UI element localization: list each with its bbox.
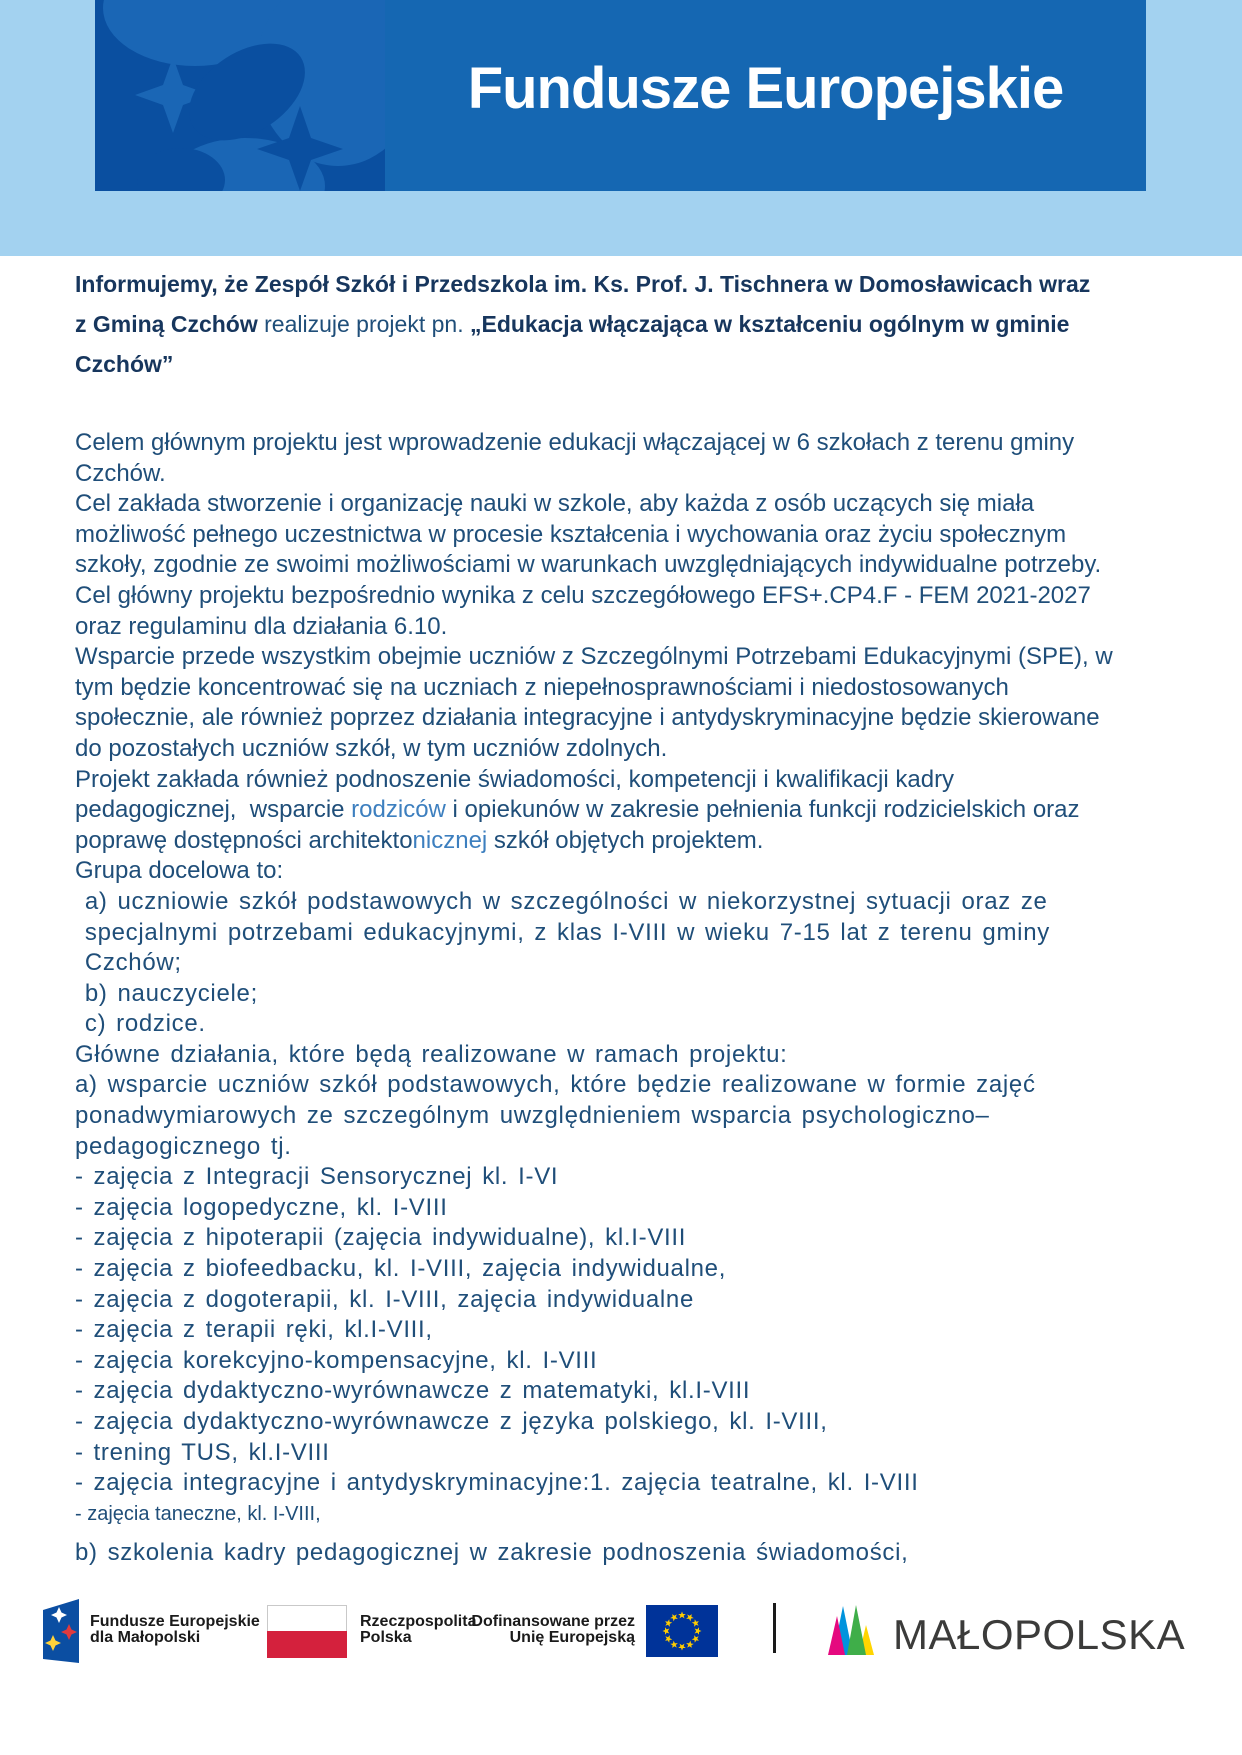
text-line: tym będzie koncentrować się na uczniach z niepełnosprawnościami i niedostosowanych — [75, 673, 1009, 701]
fe-logo-label — [90, 1614, 260, 1646]
text-line: Wsparcie przede wszystkim obejmie uczniów z Szczególnymi Potrzebami Edukacyjnymi (SPE), w — [75, 643, 1113, 671]
text-line: Czchów” — [75, 351, 174, 377]
eu-cofunding-label-line2: Unię Europejską — [509, 1629, 635, 1646]
text-line: - zajęcia z terapii ręki, kl.I-VIII, — [75, 1316, 433, 1344]
footer-logos — [0, 1590, 1242, 1720]
poland-flag-icon — [267, 1605, 347, 1658]
eu-flag-icon — [646, 1605, 718, 1657]
text-line: b) szkolenia kadry pedagogicznej w zakresie podnoszenia świadomości, — [75, 1539, 909, 1567]
text-line: - zajęcia dydaktyczno-wyrównawcze z matematyki, kl.I-VIII — [75, 1377, 751, 1405]
eu-cofunding-label — [455, 1614, 635, 1646]
text-line: c) rodzice. — [75, 1010, 206, 1038]
banner-title: Fundusze Europejskie — [467, 56, 1064, 121]
text-line: - zajęcia z dogoterapii, kl. I-VIII, zajęcia indywidualne — [75, 1285, 695, 1313]
text-line: - zajęcia taneczne, kl. I-VIII, — [75, 1502, 321, 1525]
text-line: Cel główny projektu bezpośrednio wynika z celu szczegółowego EFS+.CP4.F - FEM 2021-2027 — [75, 581, 1091, 609]
project-description — [75, 428, 1215, 1569]
fe-logo-label-line2: dla Małopolski — [90, 1629, 201, 1646]
fundusze-europejskie-flag-icon — [43, 1599, 80, 1663]
fe-logo-label-line1: Fundusze Europejskie — [90, 1613, 260, 1630]
text-line: Czchów. — [75, 459, 166, 487]
malopolska-logo-icon — [828, 1605, 874, 1655]
text-line: z Gminą Czchów realizuje projekt pn. „Edukacja włączająca w kształceniu ogólnym w gminie — [75, 311, 1070, 337]
text-line: Czchów; — [75, 949, 182, 977]
text-line: Cel zakłada stworzenie i organizację nauki w szkole, aby każda z osób uczących się miała — [75, 490, 1035, 518]
text-line: możliwość pełnego uczestnictwa w procesie kształcenia i wychowania oraz życiu społecznym — [75, 520, 1067, 548]
text-line: pedagogicznego tj. — [75, 1132, 292, 1160]
text-line: - zajęcia korekcyjno-kompensacyjne, kl. I-VIII — [75, 1346, 598, 1374]
text-line: do pozostałych uczniów szkół, w tym uczniów zdolnych. — [75, 734, 668, 762]
fe-banner — [385, 0, 1146, 191]
eu-cofunding-label-line1: Dofinansowane przez — [471, 1613, 635, 1630]
text-line: - zajęcia z hipoterapii (zajęcia indywidualne), kl.I-VIII — [75, 1224, 687, 1252]
text-line: - zajęcia integracyjne i antydyskryminacyjne:1. zajęcia teatralne, kl. I-VIII — [75, 1469, 919, 1497]
poland-label-line2: Polska — [360, 1629, 412, 1646]
text-line: społecznie, ale również poprzez działania integracyjne i antydyskryminacyjne będzie skierowane — [75, 704, 1100, 732]
poland-label-line1: Rzeczpospolita — [360, 1613, 477, 1630]
intro-paragraph — [75, 264, 1215, 384]
text-line: ponadwymiarowych ze szczególnym uwzględnieniem wsparcia psychologiczno– — [75, 1102, 990, 1130]
document-content — [75, 256, 1215, 1569]
text-line: - zajęcia z biofeedbacku, kl. I-VIII, zajęcia indywidualne, — [75, 1255, 727, 1283]
text-line: Informujemy, że Zespół Szkół i Przedszkola im. Ks. Prof. J. Tischnera w Domosławicach wraz — [75, 271, 1091, 297]
text-line: - trening TUS, kl.I-VIII — [75, 1438, 330, 1466]
text-line: - zajęcia logopedyczne, kl. I-VIII — [75, 1193, 448, 1221]
text-line: pedagogicznej, wsparcie rodziców i opiekunów w zakresie pełnienia funkcji rodzicielskich oraz — [75, 796, 1080, 824]
text-line: oraz regulaminu dla działania 6.10. — [75, 612, 448, 640]
text-line: specjalnymi potrzebami edukacyjnymi, z klas I-VIII w wieku 7-15 lat z terenu gminy — [75, 918, 1050, 946]
text-line: Celem głównym projektu jest wprowadzenie edukacji włączającej w 6 szkołach z terenu gminy — [75, 429, 1075, 456]
text-line: - zajęcia z Integracji Sensorycznej kl. I-VI — [75, 1163, 559, 1191]
text-line: Projekt zakłada również podnoszenie świadomości, kompetencji i kwalifikacji kadry — [75, 765, 955, 793]
text-line: a) wsparcie uczniów szkół podstawowych, które będzie realizowane w formie zajęć — [75, 1071, 1036, 1099]
text-line: szkoły, zgodnie ze swoimi możliwościami w warunkach uwzględniających indywidualne potrzeby. — [75, 551, 1102, 579]
text-line: - zajęcia dydaktyczno-wyrównawcze z języka polskiego, kl. I-VIII, — [75, 1408, 828, 1435]
fundusze-europejskie-header-logo-icon — [95, 0, 385, 191]
text-line: b) nauczyciele; — [75, 979, 258, 1007]
footer-divider — [773, 1603, 776, 1653]
text-line: Grupa docelowa to: — [75, 857, 284, 885]
text-line: Główne działania, które będą realizowane w ramach projektu: — [75, 1040, 788, 1068]
text-line: poprawę dostępności architektonicznej szkół objętych projektem. — [75, 826, 764, 854]
text-line: a) uczniowie szkół podstawowych w szczególności w niekorzystnej sytuacji oraz ze — [75, 887, 1048, 915]
malopolska-label: MAŁOPOLSKA — [893, 1611, 1186, 1658]
poland-flag-red-stripe — [267, 1631, 347, 1658]
